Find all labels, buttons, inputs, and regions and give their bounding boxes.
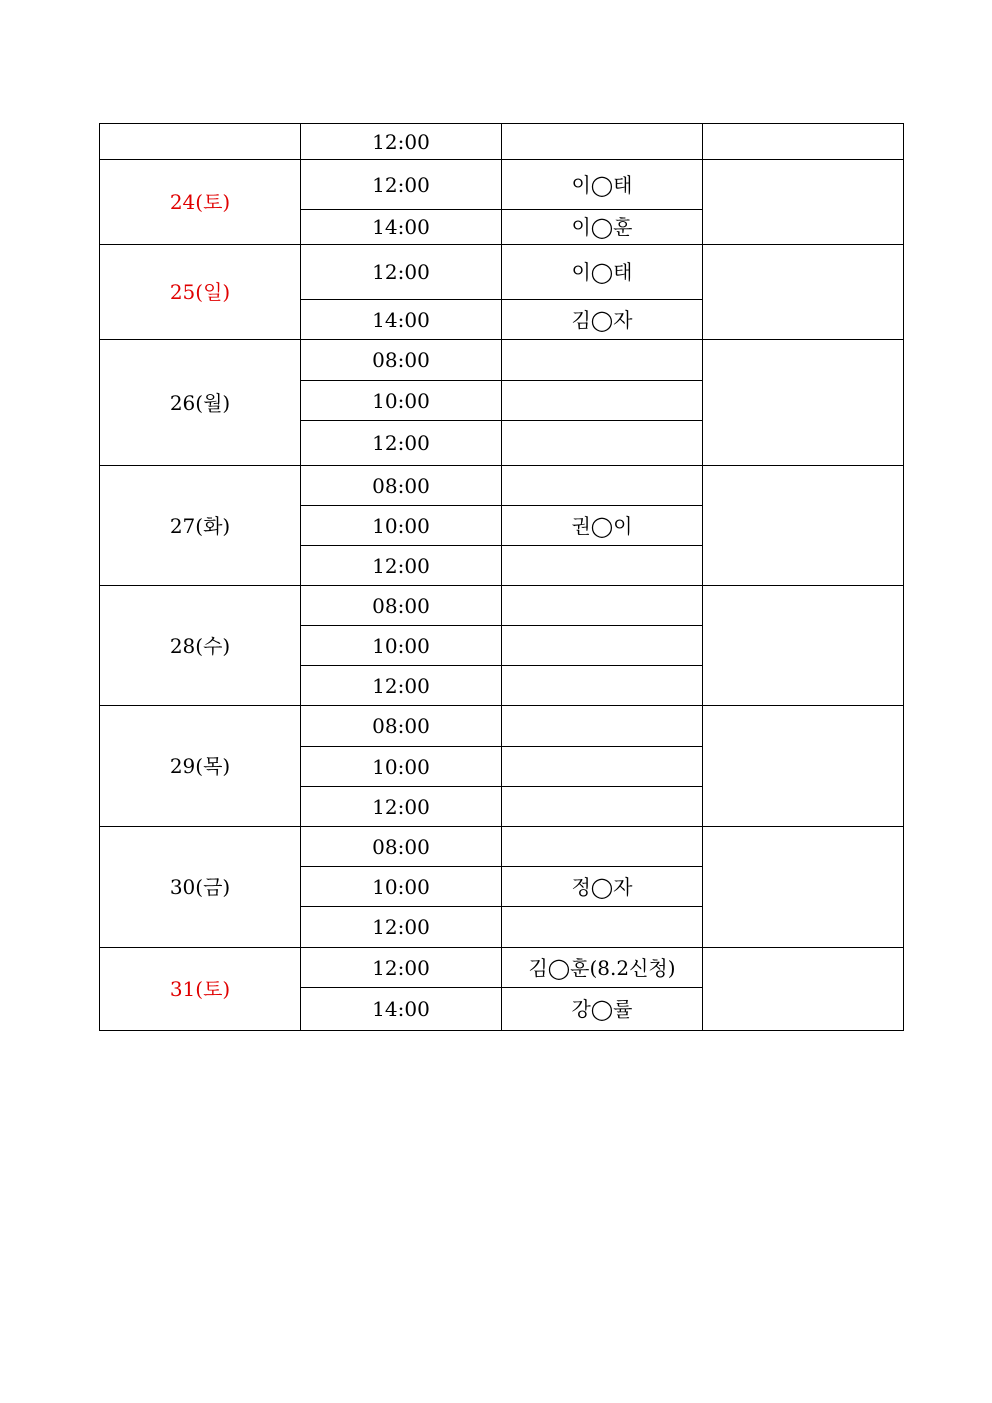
time-cell: 12:00	[301, 666, 502, 706]
note-cell	[703, 586, 904, 706]
schedule-table	[99, 123, 904, 1031]
schedule-body	[100, 124, 904, 1031]
note-cell	[703, 466, 904, 586]
date-cell: 25(일)	[100, 245, 301, 340]
table-row	[100, 706, 904, 747]
note-cell	[703, 827, 904, 948]
name-cell: 이◯태	[502, 245, 703, 300]
name-cell	[502, 787, 703, 827]
name-cell: 김◯훈(8.2신청)	[502, 948, 703, 988]
name-cell	[502, 706, 703, 747]
name-cell: 강◯률	[502, 988, 703, 1031]
time-cell: 12:00	[301, 787, 502, 827]
date-cell: 26(월)	[100, 340, 301, 466]
name-cell	[502, 340, 703, 381]
table-row	[100, 160, 904, 210]
time-cell: 08:00	[301, 340, 502, 381]
time-cell: 08:00	[301, 706, 502, 747]
time-cell: 08:00	[301, 827, 502, 867]
time-cell: 12:00	[301, 546, 502, 586]
name-cell	[502, 381, 703, 421]
date-cell: 30(금)	[100, 827, 301, 948]
date-cell: 27(화)	[100, 466, 301, 586]
name-cell	[502, 466, 703, 506]
note-cell	[703, 245, 904, 340]
note-cell	[703, 706, 904, 827]
table-row	[100, 948, 904, 988]
name-cell	[502, 747, 703, 787]
name-cell	[502, 626, 703, 666]
time-cell: 12:00	[301, 124, 502, 160]
note-cell	[703, 340, 904, 466]
date-cell: 31(토)	[100, 948, 301, 1031]
time-cell: 12:00	[301, 421, 502, 466]
date-cell: 29(목)	[100, 706, 301, 827]
note-cell	[703, 124, 904, 160]
name-cell: 이◯태	[502, 160, 703, 210]
name-cell: 권◯이	[502, 506, 703, 546]
table-row	[100, 124, 904, 160]
date-cell	[100, 124, 301, 160]
table-row	[100, 340, 904, 381]
time-cell: 12:00	[301, 948, 502, 988]
time-cell: 10:00	[301, 626, 502, 666]
name-cell	[502, 421, 703, 466]
time-cell: 08:00	[301, 586, 502, 626]
name-cell: 정◯자	[502, 867, 703, 907]
time-cell: 14:00	[301, 988, 502, 1031]
table-row	[100, 586, 904, 626]
name-cell	[502, 586, 703, 626]
time-cell: 14:00	[301, 210, 502, 245]
time-cell: 10:00	[301, 506, 502, 546]
name-cell: 이◯훈	[502, 210, 703, 245]
table-row	[100, 466, 904, 506]
name-cell	[502, 827, 703, 867]
time-cell: 10:00	[301, 747, 502, 787]
table-row	[100, 827, 904, 867]
name-cell	[502, 907, 703, 948]
note-cell	[703, 948, 904, 1031]
table-row	[100, 245, 904, 300]
time-cell: 10:00	[301, 867, 502, 907]
time-cell: 08:00	[301, 466, 502, 506]
time-cell: 12:00	[301, 160, 502, 210]
date-cell: 24(토)	[100, 160, 301, 245]
name-cell	[502, 124, 703, 160]
name-cell: 김◯자	[502, 300, 703, 340]
time-cell: 14:00	[301, 300, 502, 340]
date-cell: 28(수)	[100, 586, 301, 706]
name-cell	[502, 666, 703, 706]
name-cell	[502, 546, 703, 586]
time-cell: 12:00	[301, 907, 502, 948]
time-cell: 10:00	[301, 381, 502, 421]
note-cell	[703, 160, 904, 245]
time-cell: 12:00	[301, 245, 502, 300]
